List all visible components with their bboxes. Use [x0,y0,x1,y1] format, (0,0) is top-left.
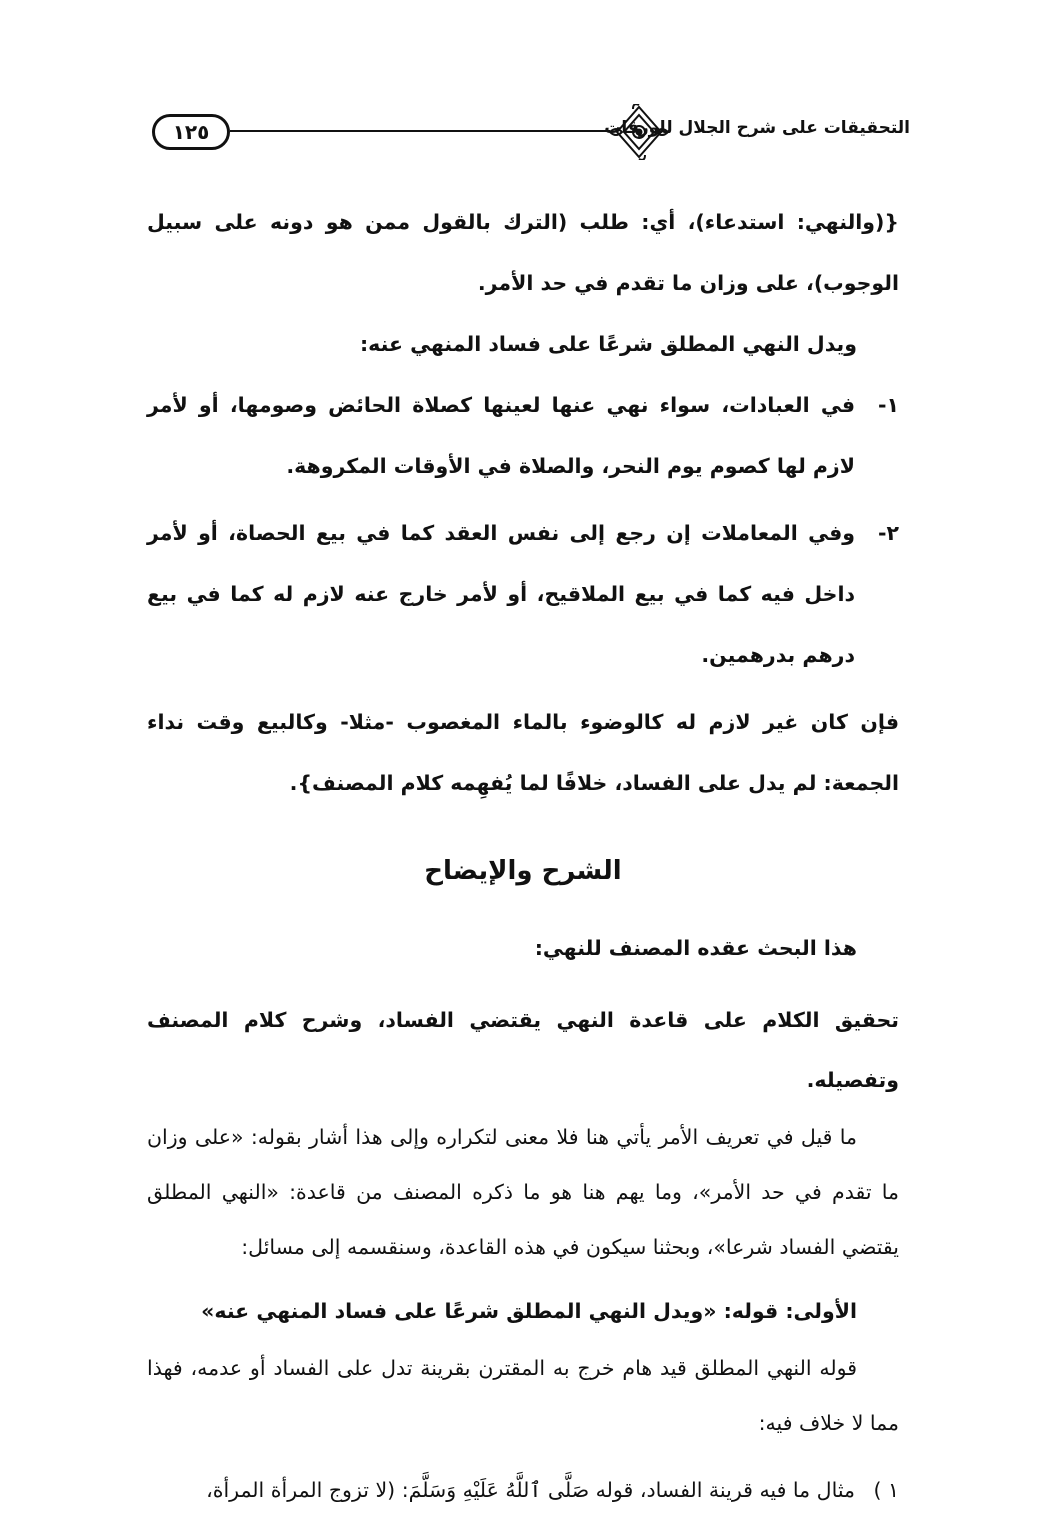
matn-paragraph-definition: {(والنهي: استدعاء)، أي: طلب (الترك بالقول ممن هو دونه على سبيل الوجوب)، على وزان ما تقدم في حد الأمر. [147,210,899,295]
page-number: ١٢٥ [152,114,230,150]
topic-line: تحقيق الكلام على قاعدة النهي يقتضي الفساد، وشرح كلام المصنف وتفصيله. [147,1008,899,1092]
page-header [140,100,910,164]
explanation-paragraph: ما قيل في تعريف الأمر يأتي هنا فلا معنى لتكراره وإلى هذا أشار بقوله: «على وزان ما تقدم في حد الأمر»، وما يهم هنا هو ما ذكره المصنف من قاعدة: «النهي المطلق يقتضي الفساد شرعا»، وبحثنا سيكون في هذه القاعدة، وسنقسمه إلى مسائل: [147,1125,899,1259]
page-body [147,192,899,1518]
matn-paragraph-rule: ويدل النهي المطلق شرعًا على فساد المنهي عنه: [359,332,857,356]
list-item-number: ٢- [877,521,899,545]
example-text: مثال ما فيه قرينة الفساد، قوله صَلَّى ٱللَّهُ عَلَيْهِ وَسَلَّمَ: (لا تزوج المرأة المرأة، [206,1478,855,1502]
matn-list-item [147,503,899,686]
example-number: ١ ) [873,1478,899,1502]
explanation-paragraph: قوله النهي المطلق قيد هام خرج به المقترن بقرينة تدل على الفساد أو عدمه، فهذا مما لا خلاف فيه: [147,1356,899,1435]
list-item-number: ١- [877,393,899,417]
example-item [147,1463,899,1518]
issue-heading: الأولى: قوله: «ويدل النهي المطلق شرعًا على فساد المنهي عنه» [201,1299,857,1323]
section-heading: الشرح والإيضاح [424,856,622,886]
header-rule [230,130,610,132]
running-title: التحقيقات على شرح الجلال للورقات [604,118,910,138]
matn-list-item [147,375,899,497]
list-item-text: وفي المعاملات إن رجع إلى نفس العقد كما في بيع الحصاة، أو لأمر داخل فيه كما في بيع الملاقيح، أو لأمر خارج عنه لازم له كما في بيع درهم بدرهمين. [147,521,855,667]
list-item-text: في العبادات، سواء نهي عنها لعينها كصلاة الحائض وصومها، أو لأمر لازم لها كصوم يوم النحر، والصلاة في الأوقات المكروهة. [147,393,855,478]
matn-paragraph-exception: فإن كان غير لازم له كالوضوء بالماء المغصوب -مثلا- وكالبيع وقت نداء الجمعة: لم يدل على الفساد، خلافًا لما يُفهِمه كلام المصنف}. [147,710,899,795]
intro-line: هذا البحث عقده المصنف للنهي: [534,936,857,960]
